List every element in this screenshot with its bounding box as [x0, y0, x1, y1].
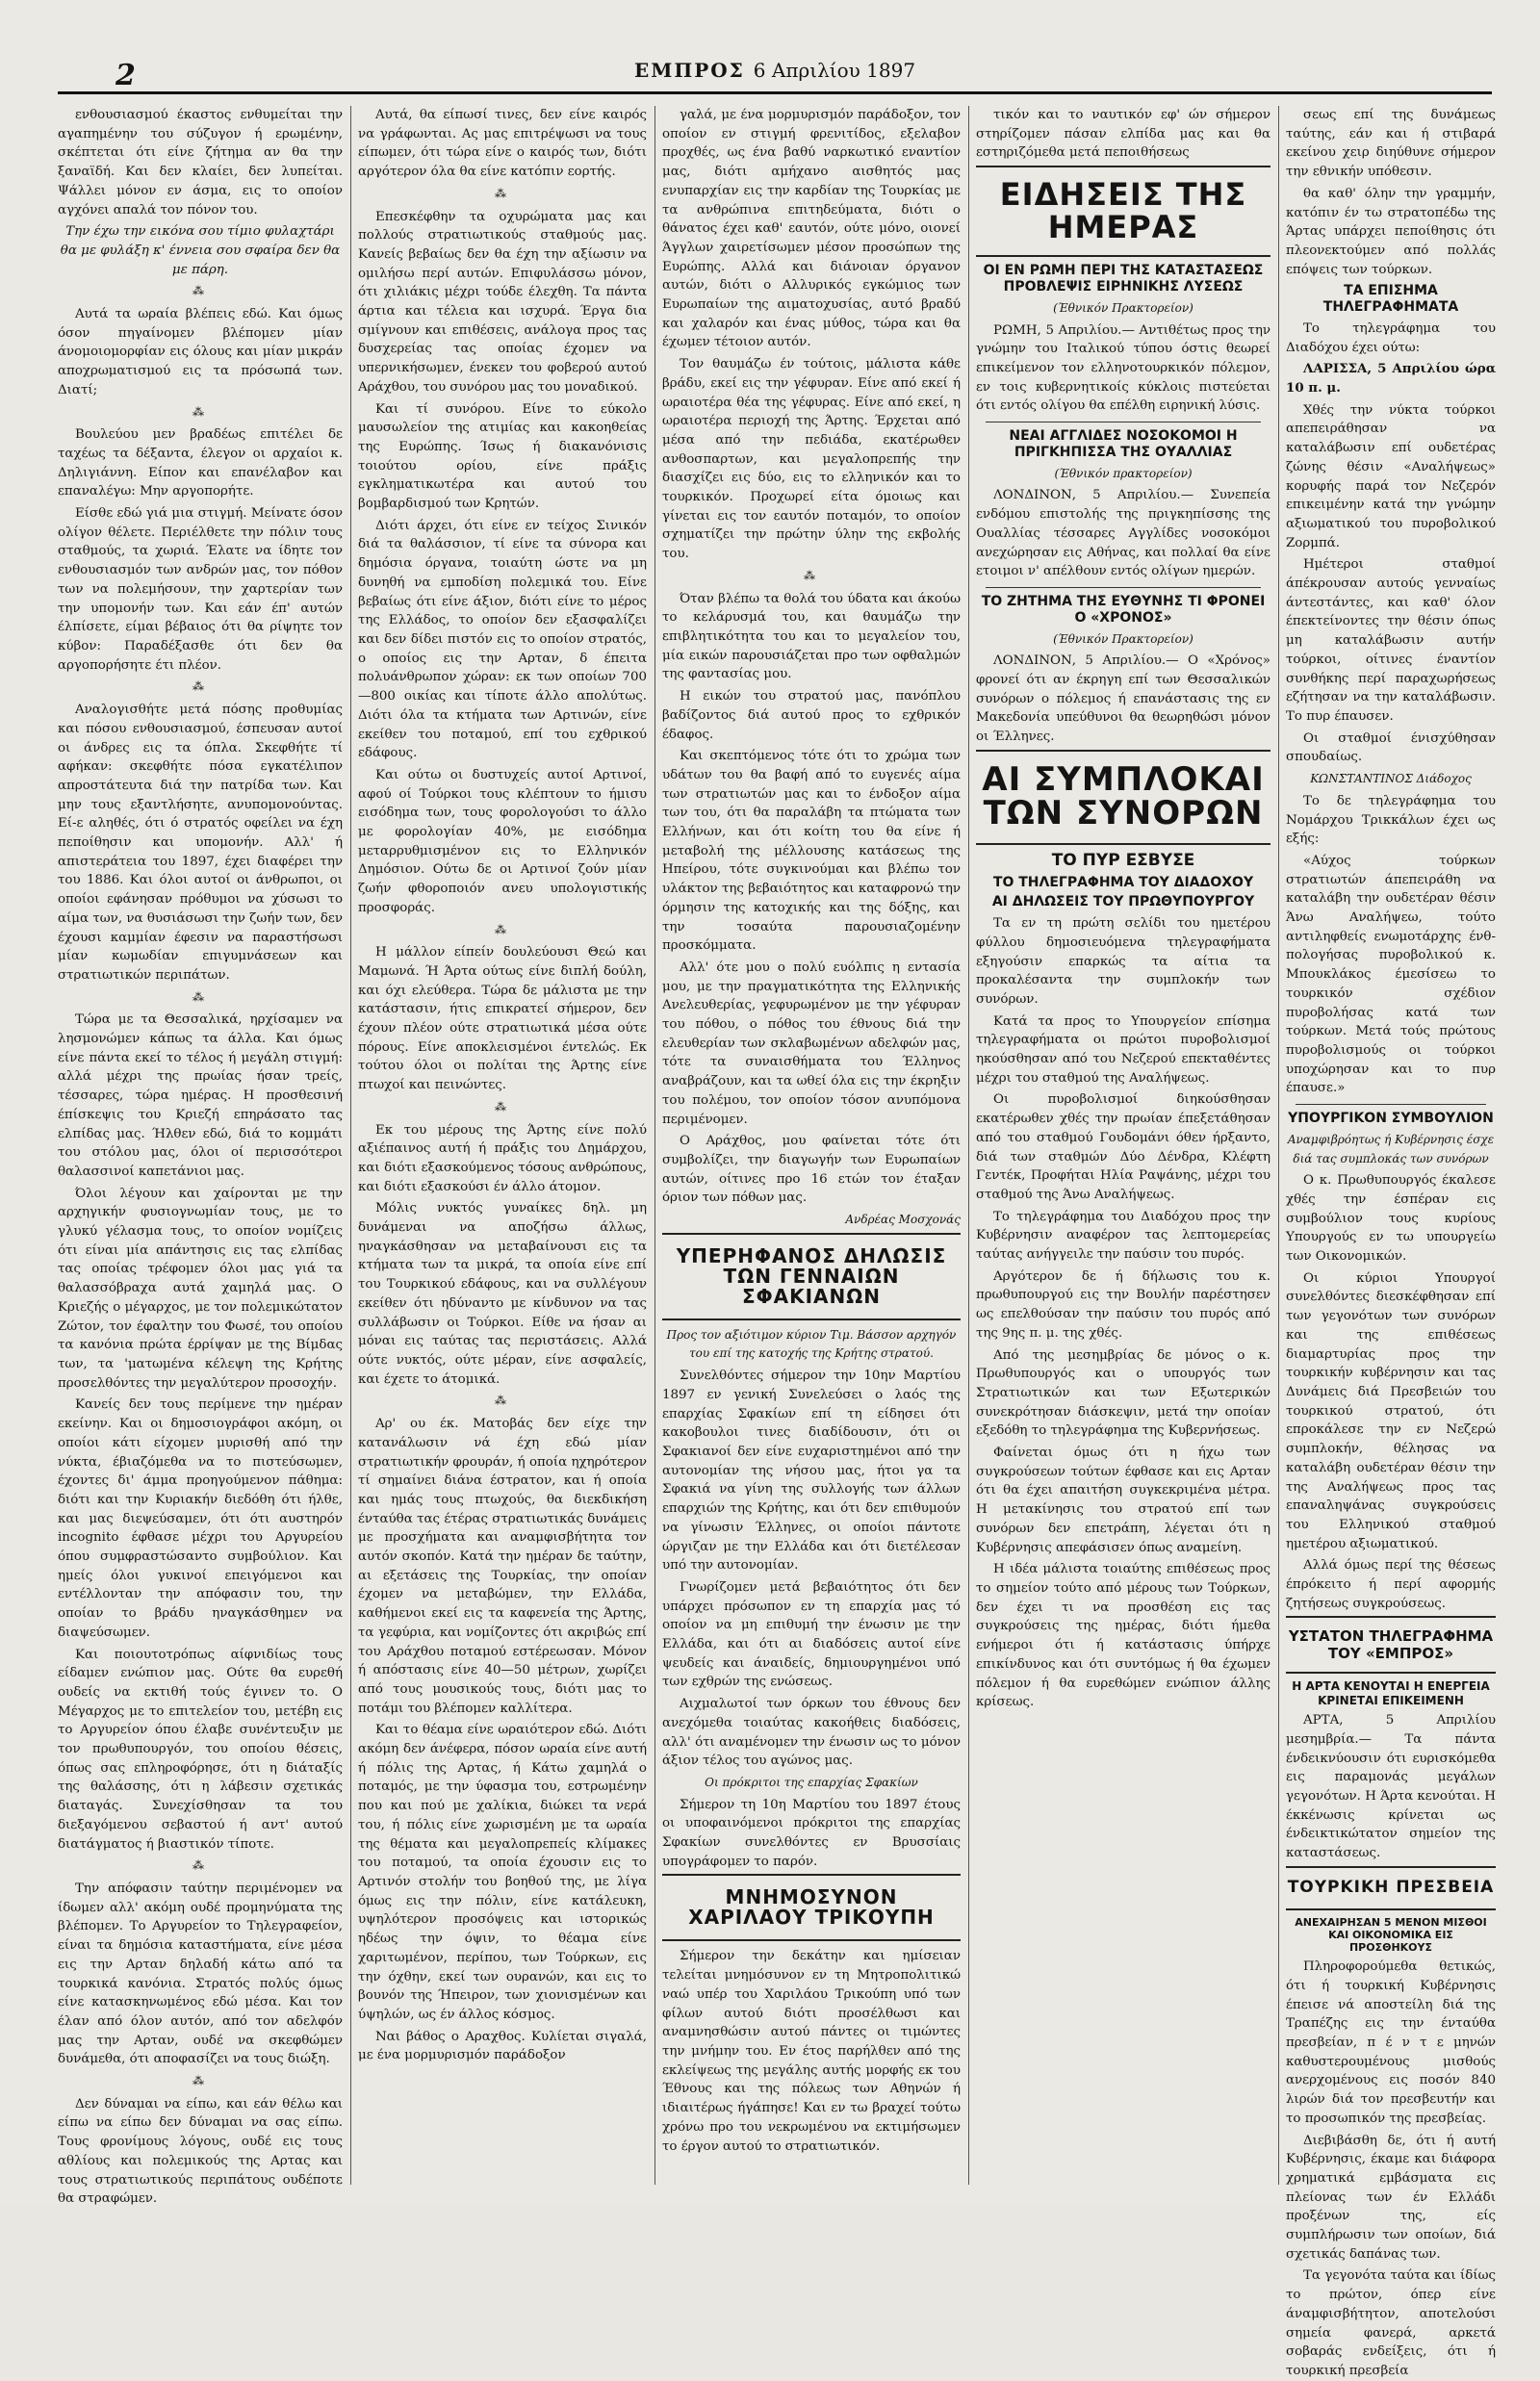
paragraph: Ο Αράχθος, μου φαίνεται τότε ότι συμβολίζει, την διαγωγήν των Ευρωπαίων αυτών, οίτινες προ 16 ετών τον έταξαν όριον των πόθων μας.: [662, 1134, 961, 1206]
paragraph: γαλά, με ένα μορμυρισμόν παράδοξον, τον οποίον εν στιγμή φρενιτίδος, εξελαβον προχθές, ως ένα βαθύ ναρκωτικό εναντίον μας, διότι αμήχανο αισθητός μας ενυπαρχίαν εις την καρδίαν της Τουρκίας με τα ανθρώπινα επιτηδεύματα, διότι ο θάνατος έχει καθ' εαυτόν, ούτε μόνο, οιονεί Άγγλων χαιρετίσωμεν μέσον προσώπων της Ευρώπης. Αλλά και διάνοιαν όργανον αυτών, διότι ο Αλλυρικός εγκώμιος των Ευρωπαίων της αιματοχυσίας, αυτό βραδύ και χαλαρόν και ένας μύθος, τώρα και θα έχωμεν τέτοιον αυτόν.: [662, 108, 961, 350]
paragraph: Αιχμαλωτοί των όρκων του έθνους δεν ανεχόμεθα τοιαύτας κακοήθεις διαδόσεις, αλλ' ότι αναμένομεν την ένωσιν ως το μόνον άξιον τέλος του αγώνος μας.: [662, 1697, 961, 1769]
article-headline: ΜΝΗΜΟΣΥΝΟΝ ΧΑΡΙΛΑΟΥ ΤΡΙΚΟΥΠΗ: [688, 1885, 935, 1930]
paragraph: Αυτά τα ωραία βλέπεις εδώ. Και όμως όσον πηγαίνομεν βλέπομεν μίαν άνομοιομορφίαν εις όλους και μίαν μικράν αποχρωματισμού εις τα πρόσωπά των. Διατί;: [58, 307, 343, 397]
paragraph: ΛΟΝΔΙΝΟΝ, 5 Απριλίου.— Συνεπεία ενδόμου επιστολής της πριγκηπίσσης της Ουαλλίας τέσσαρες Αγγλίδες νοσοκόμοι ανεχώρησαν εις Αθήνας, και πολλαί θα είνε ετοιμοι ν' απέλθουν εντός ολίγων ημερών.: [976, 488, 1270, 579]
article-subhead: ΤΑ ΕΠΙΣΗΜΑ ΤΗΛΕΓΡΑΦΗΜΑΤΑ: [1322, 283, 1459, 316]
separator-stars: ⁂: [495, 922, 510, 936]
paragraph: ΛΟΝΔΙΝΟΝ, 5 Απριλίου.— Ο «Χρόνος» φρονεί ότι αν έκρηγη επί των Θεσσαλικών συνόρων ο πόλεμος ή επανάστασις της εν Μακεδονία υπεύθυνοι θα θεωρηθώσι μόνον οι Έλληνες.: [976, 653, 1270, 745]
column-4: [976, 106, 1270, 2185]
paragraph: Αναλογισθήτε μετά πόσης προθυμίας και πόσου ενθουσιασμού, έσπευσαν αυτοί οι άνδρες εις τα όπλα. Σκεφθήτε τί αφήκαν: σκεφθήτε πόσα εγκατέλιπον απροστάτευτα διά την πατρίδα των. Και μην τους εξαντλήσητε, ανυπομονούντας. Εί-ε αληθές, ότι ό στρατός οφείλει να έχη πεποίθησιν και υπομονήν. Αλλ' ή απιστεράτεια του 1897, έχει διαφέρει την του 1886. Και όλοι αυτοί οι άνθρωποι, οι οποίοι εφάνησαν πρόθυμοι να χύσωσι το αίμα των, να θυσιάσωσι την ζωήν των, δεν έχουσι καμμίαν έφεσιν να παραστήσωσι μίαν κωμωδίαν επιγυμνάσεων και στρατιωτικών περιπάτων.: [58, 703, 343, 983]
paragraph: Οι πυροβολισμοί διηκούσθησαν εκατέρωθεν χθές την πρωίαν έπεξετάθησαν από του σταθμού Γουδομάνι όθεν ήρξαντο, διά των σταθμών Δύο Δένδρα, Κλέφτη Γεντέκ, Προφήται Ηλία Ραψάνης, μέχρι του σταθμού της Άνω Αναλήψεως.: [976, 1092, 1270, 1202]
paragraph: Την απόφασιν ταύτην περιμένομεν να ίδωμεν αλλ' ακόμη ουδέ προμηνύματα της βλέπομεν. Το Αργυρείον το Τηλεγραφείον, είναι τα δημόσια καταστήματα, είνε μέσα εις την Αρταν δηλαδή κάτω από τα τουρκικά κανόνια. Στρατός πολύς όμως είνε κατασκηνωμένος εδώ μέσα. Και τον έλαν από όλον αυτόν, από τον αδελφόν μας την Αρταν, ουδέ να σκεφθώμεν δυνάμεθα, ότι αποφασίζει να τους διώξη.: [58, 1881, 343, 2067]
separator-stars: ⁂: [192, 1858, 208, 1873]
dateline: ΛΑΡΙΣΣΑ, 5 Απριλίου ώρα 10 π. μ.: [1286, 361, 1496, 397]
column-1: [58, 106, 343, 2207]
paragraph: Είσθε εδώ γιά μια στιγμή. Μείνατε όσον ολίγον θέλετε. Περιέλθετε την πόλιν τους σταθμούς, τα χωριά. Έλατε να ίδητε τον ενθουσιασμόν των ανδρών μας, τον πόθον των να πολεμήσουν, την χαρτερίαν των την υπομονήν των. Και εάν έπ' αυτών έλπίσετε, είμαι βέβαιος ότι θα ρίψητε τον κύβον: Παραδέξασθε ότι δεν θα αργοπορήσητε έτι πλέον.: [58, 506, 343, 673]
paragraph: Οι κύριοι Υπουργοί συνελθόντες διεσκέφθησαν επί των γεγονότων των συνόρων και της επιθέσεως διαμαρτυρίας προς την τουρκικήν κυβέρνησιν και τας Δυνάμεις διά Πρεσβειών του τουρκικού στρατού, ότι επροκάλεσε την εν Νεζερώ συμπλοκήν, θέλησας να καταλάβη ουδετέραν θέσιν την της Αναλήψεως προς τας επαναληψάνας συγκρούσεις του Ελληνικού σταθμού ημετέρου αξιωματικού.: [1286, 1270, 1496, 1551]
article-address: Προς τον αξιότιμον κύριον Τιμ. Βάσσον αρχηγόν του επί της κατοχής της Κρήτης στρατού.: [666, 1327, 957, 1361]
article-subhead: ΤΟ ΠΥΡ ΕΣΒΥΣΕ: [1051, 851, 1195, 871]
article-subhead: ΤΟ ΖΗΤΗΜΑ ΤΗΣ ΕΥΘΥΝΗΣ ΤΙ ΦΡΟΝΕΙ Ο «ΧΡΟΝΟΣ»: [981, 593, 1266, 626]
paragraph: Διεβιβάσθη δε, ότι ή αυτή Κυβέρνησις, έκαμε και διάφορα χρηματικά εμβάσματα εις πλείονας των έν Ελλάδι προξένων της, είς συμπλήρωσιν των οποίων, διά σχετικάς δαπάνας των.: [1286, 2133, 1496, 2262]
paragraph: Τα γεγονότα ταύτα και ίδίως το πρώτον, όπερ είνε άναμφισβήτητον, αποτελούσι σημεία φανερά, αρκετά σοβαράς ενδείξεις, ότι ή τουρκική πρεσβεία: [1286, 2268, 1496, 2378]
paragraph: Φαίνεται όμως ότι η ήχω των συγκρούσεων τούτων έφθασε και εις Αρταν ότι θα έχει απαιτήση συγκεκριμένα μέτρα. Η μετακίνησις του στρατού επί των συνόρων δεν επετράπη, λέγεται ότι η Κυβέρνησις απεφάσισεν όπως αναμείνη.: [976, 1446, 1270, 1555]
paragraph: Και τί συνόρου. Είνε το εύκολο μαυσωλείον της ατιμίας και κακοηθείας της Ευρώπης. Ίσως ή διακανόνισις τοιούτου ορίου, είνε πράξις εγκληματικωτέρα και αυτού του βομβαρδισμού των Κρητών.: [358, 401, 647, 512]
paragraph: ΡΩΜΗ, 5 Απριλίου.— Αντιθέτως προς την γνώμην του Ιταλικού τύπου όστις θεωρεί επικείμενον τον ελληνοτουρκικόν πόλεμον, εν τοις κυβερνητικοίς κύκλοις πιστεύεται ότι εντός ολίγου θα επέλθη ειρηνική λύσις.: [976, 322, 1270, 414]
paragraph: Το τηλεγράφημα του Διαδόχου προς την Κυβέρνησιν αναφέρον τας λεπτομερείας ταύτας ανήγγειλε την παύσιν του πυρός.: [976, 1209, 1270, 1263]
paragraph: Αλλά όμως περί της θέσεως έπρόκειτο ή περί αφορμής ζητήσεως συγκρούσεως.: [1286, 1558, 1496, 1611]
paragraph: Χθές την νύκτα τούρκοι απεπειράθησαν να καταλάβωσιν επί ουδετέρας ζώνης θέσιν «Αναλήψεως» κορυφής παρά τον Νεζερόν επικειμένην κατά την γνώμην αξιωματικού του πυροβολικού Ζορμπά.: [1286, 402, 1496, 550]
paragraph: Συνελθόντες σήμερον την 10ην Μαρτίου 1897 εν γενική Συνελεύσει ο λαός της επαρχίας Σφακίων επί τη είδησει ότι κακοβουλοι τινες διαδίδουσιν, ότι οι Σφακιανοί δεν είνε ευχαριστημένοι από την αυτονομίαν της νήσου μας, ήτοι γα τα Σφακιά να γίνη της συλλογής των άλλων επαρχιών της Κρήτης, και ότι δεν επιθυμούν να γίνωσιν Έλληνες, οι οποίοι πάντοτε ώργιζαν με την Ελλάδα και ότι διετέλεσαν υπό την αυτονομίαν.: [662, 1369, 961, 1574]
divider: [986, 587, 1261, 588]
paragraph: Δεν δύναμαι να είπω, και εάν θέλω και είπω να είπω δεν δύναμαι να σας είπω. Τους φρονίμους λόγους, ουδέ εις τους αθλίους και πολεμικούς της Αρτας και τους στρατιωτικούς περιπάτους ουδέποτε θα στραφώμεν.: [58, 2096, 343, 2207]
paragraph: Πληροφορούμεθα θετικώς, ότι ή τουρκική Κυβέρνησις έπεισε νά αποστείλη διά της Τραπέζης εις την ένταύθα πρεσβείαν, π έ ν τ ε μηνών καθυστερουμένους μισθούς ανερχομένους εις ποσόν 840 λιρών διά τον πρεσβευτήν και το προσωπικόν της πρεσβείας.: [1286, 1959, 1496, 2126]
paragraph: Η μάλλον είπείν δουλεύουσι Θεώ και Μαμωνά. Ή Άρτα ούτως είνε διπλή δούλη, και όχι ελεύθερα. Τώρα δε μάλιστα με την κατάστασιν, ήτις επικρατεί σήμερον, δεν έχουν πλέον ούτε στρατιωτικά μέσα ούτε πόρους. Είνε αποκλεισμένοι έντελώς. Εκ τούτου όλοι οι πολίται της Άρτης είνε πτωχοί και πεινώντες.: [358, 945, 647, 1093]
news-source: (Έθνικόν Πρακτορείον): [1053, 300, 1194, 315]
article-headline: ΤΟΥΡΚΙΚΗ ΠΡΕΣΒΕΙΑ: [1287, 1877, 1495, 1897]
separator-stars: ⁂: [192, 679, 208, 694]
paragraph: θα καθ' όλην την γραμμήν, κατόπιν έν τω στρατοπέδω της Άρτας υπάρχει πεποίθησις ότι πλεονεκτούμεν από πολλάς επόψεις των τούρκων.: [1286, 186, 1496, 277]
paragraph: Διότι άρχει, ότι είνε εν τείχος Σινικόν διά τα θαλάσσιον, τί είνε τα σύνορα και δημόσια όργανα, τοιαύτη ώστε να μη δυνηθή να εμποδίση πολεμικά του. Είνε βεβαίως ότι είνε άξιον, διότι είνε το μέρος της Ελλάδος, το οποίον δεν εξασφαλίζει και δεν δίδει πιστόν εις το οποίον στρατός, ο οποίος εις την Αρταν, δ έπειτα πολυάνθρωπον χώραν: εκ των οποίων 700—800 οικίας και τίποτε άλλο απολύτως. Διότι όλα τα κτήματα των Αρτινών, είνε εκείθεν του ποταμού, επί του εχθρικού εδάφους.: [358, 518, 647, 761]
issue-date: 6 Απριλίου 1897: [753, 59, 916, 82]
paragraph: Οι σταθμοί ένισχύθησαν σπουδαίως.: [1286, 730, 1496, 765]
page-number: 2: [116, 59, 136, 92]
article-signature: ΚΩΝΣΤΑΝΤΙΝΟΣ Διάδοχος: [1310, 772, 1472, 786]
paragraph: Γνωρίζομεν μετά βεβαιότητος ότι δεν υπάρχει πρόσωπον εν τη επαρχία μας τό οποίον να μη επιθυμή την ένωσιν με την Ελλάδα, και ότι αι διαδόσεις αυτοί είνε ψευδείς και άναιδείς, δημιουργημένοι υπό των εχθρών της ενώσεως.: [662, 1579, 961, 1690]
paragraph: Σήμερον την δεκάτην και ημίσειαν τελείται μνημόσυνον εν τη Μητροπολιτικώ ναώ υπέρ του Χαριλάου Τρικούπη υπό των φίλων αυτού διότι προσέλθωσι και αναμνησθώσιν αυτού πάντες οι τιμώντες την μνήμην του. Εν έτος παρήλθεν από της εκλείψεως της μεγάλης αυτής μορφής εκ του Έθνους και της πόλεως των Αθηνών ή ιδιαιτέρως ήγάπησε! Και εν τω βραχεί τούτω χρόνω προ του νεκρωμένου να εκτιμήσωμεν το έργον αυτού το στρατιωτικόν.: [662, 1949, 961, 2154]
paragraph: Και ποιουτοτρόπως αίφνιδίως τους είδαμεν ενώπιον μας. Ούτε θα ευρεθή ουδείς να εκτιθή τούς έγινεν το. Ο Μέγαρχος με το επιτελείον του, μετέβη εις το Αργυρείον όπου έλαβε συνέντευξιν με τον πρωθυπουργόν, του οποίου θέσεις, όπως σας επληροφόρησε, ότι η διάταξίς της θαλάσσης, ότι η λάβεσιν σχετικάς διαταγάς. Συνεχίσθησαν τα του διεξαγόμενου σεβαστού ή αντ' αυτού διατάγματος ή βιαστικόν τίποτε.: [58, 1647, 343, 1852]
headline-banner: [1286, 1616, 1496, 1674]
section-headline: ΑΙ ΣΥΜΠΛΟΚΑΙ ΤΩΝ ΣΥΝΟΡΩΝ: [982, 759, 1265, 833]
separator-stars: ⁂: [192, 989, 208, 1004]
column-2: [358, 106, 647, 2185]
article-subhead: ΟΙ ΕΝ ΡΩΜΗ ΠΕΡΙ ΤΗΣ ΚΑΤΑΣΤΑΣΕΩΣ ΠΡΟΒΛΕΨΙΣ ΕΙΡΗΝΙΚΗΣ ΛΥΣΕΩΣ: [983, 263, 1264, 295]
separator-stars: ⁂: [192, 2074, 208, 2088]
article-deck: Αναμφιβρόητως ή Κυβέρνησις έσχε διά τας συμπλοκάς των συνόρων: [1287, 1132, 1495, 1165]
column-rule: [968, 106, 969, 2185]
paragraph: σεως επί της δυνάμεως ταύτης, εάν και ή στιβαρά εκείνου χειρ διηύθυνε σήμερον την εθνικήν υπόθεσιν.: [1286, 108, 1496, 180]
paragraph: Αλλ' ότε μου ο πολύ ευόλπις η εντασία μου, με την πραγματικότητα της Ελληνικής Ανελευθερίας, γεφυρωμένον με την γέφυραν του πόθου, ο πόθος του έθνους διά την ελευθερίαν των σκλαβωμένων αδελφών μας, τότε τα συναισθήματα του Έλληνος αναβράζουν, και τα ωθεί όλα εις την έκρηξιν του πολέμου, τον οποίον τόσον ανυπόμονα περιμένομεν.: [662, 960, 961, 1127]
article-subhead: ΑΙ ΔΗΛΩΣΕΙΣ ΤΟΥ ΠΡΩΘΥΠΟΥΡΓΟΥ: [991, 894, 1255, 910]
article-headline: ΥΠΕΡΗΦΑΝΟΣ ΔΗΛΩΣΙΣ ΤΩΝ ΓΕΝΝΑΙΩΝ ΣΦΑΚΙΑΝΩΝ: [676, 1243, 947, 1308]
column-5: [1286, 106, 1496, 2378]
paragraph: ΑΡΤΑ, 5 Απριλίου μεσημβρία.— Τα πάντα ένδεικνύουσιν ότι ευρισκόμεθα εις παραμονάς μεγάλων γεγονότων. Η Άρτα κενούται. Η έκκένωσις κρίνεται ως ένδεικτικώτατον σημείον της καταστάσεως.: [1286, 1713, 1496, 1861]
paragraph: Αυτά, θα είπωσί τινες, δεν είνε καιρός να γράφωνται. Ας μας επιτρέψωσι να τους είπωμεν, ότι τώρα είνε ο καιρός των, διότι αργότερον όλα θα είνε κατόπιν εορτής.: [358, 108, 647, 180]
masthead: [58, 59, 1492, 82]
paragraph: Εκ του μέρους της Άρτης είνε πολύ αξιέπαινος αυτή ή πράξις του Δημάρχου, και διότι εξασκούμενος τόσους ανθρώπους, και διότι εξασκούσι έν άλλο άτομον.: [358, 1122, 647, 1194]
paragraph: Όλοι λέγουν και χαίρονται με την αρχηγικήν φυσιογνωμίαν τους, με το γλυκύ γέλασμα τους, το οποίον νομίζεις ότι είναι μία απάντησις εις τας ελπίδας τας οποίας τρέφομεν όλοι μας γιά τα θαλασσόβραχα αυτά χαμηλά μας. Ο Κριεζής ο μέγαρχος, με τον πολεμικώτατον Ζώτον, τον έφαλτην του Φωσέ, του οποίου τα κανόνια πρώτα έρρίψαν με της Βίμδας των, τα 'ματωμένα κέλεψη της Κρήτης προσελθόντες την μεγαλύτερον προσοχήν.: [58, 1186, 343, 1391]
paragraph: Όταν βλέπω τα θολά του ύδατα και άκούω το κελάρυσμά του, και θαυμάζω την επιβλητικότητα του και το μεγαλείον του, μία εικών παρουσιάζεται προ των οφθαλμών της φαντασίας μου.: [662, 591, 961, 682]
headline-banner: [662, 1874, 961, 1941]
paragraph: Βουλεύου μεν βραδέως επιτέλει δε ταχέως τα δέξαντα, έλεγον οι αρχαίοι κ. Δηλιγιάννη. Είπον και επανέλαβον και επαναλέγω: Μην αργοπορήτε.: [58, 427, 343, 499]
headline-banner: [1286, 1866, 1496, 1910]
paragraph: Και σκεπτόμενος τότε ότι το χρώμα των υδάτων του θα βαφή από το ευγενές αίμα των στρατιωτών μας και το ένδοξον αίμα των του, ότι θα παραλάβη τα πτώματα των Ελλήνων, και ότι κοίτη του θα είνε ή μεταβολή της μέλλουσης κατάσεως της Ηπείρου, τότε συγκινούμαι και βλέπω τον υλάκτον της βεβαιότητος και καταφρονώ την όρμησιν της κατοχικής και της δόξης, και την τοσαύτα παρουσιαζομένην προσκόμματα.: [662, 749, 961, 954]
paragraph: Και ούτω οι δυστυχείς αυτοί Αρτινοί, αφού οί Τούρκοι τους κλέπτουν το ήμισυ εισόδημα των, τους φορολογούσι το άλλο με φορολογίαν 40%, με εισόδημα μεταρρυθμισμένον εις το Ελληνικόν Δημόσιον. Ούτω δε οι Αρτινοί ζούν μίαν ζωήν φθοροποιόν ανευ υπολογιστικής προσφοράς.: [358, 767, 647, 915]
column-rule: [654, 106, 655, 2185]
paragraph: τικόν και το ναυτικόν εφ' ών σήμερον στηρίζομεν πάσαν ελπίδα μας και θα εστηριζόμεθα μετά πεποιθήσεως: [976, 108, 1270, 161]
news-source: (Έθνικόν πρακτορείον): [1054, 466, 1193, 480]
headline-banner: [662, 1233, 961, 1320]
headline-banner: [976, 166, 1270, 257]
article-subhead: Η ΑΡΤΑ ΚΕΝΟΥΤΑΙ Η ΕΝΕΡΓΕΙΑ ΚΡΙΝΕΤΑΙ ΕΠΙΚΕΙΜΕΝΗ: [1292, 1679, 1490, 1707]
paragraph: Κανείς δεν τους περίμενε την ημέραν εκείνην. Και οι δημοσιογράφοι ακόμη, οι οποίοι κάτι είχομεν μυρισθή από την νύκτα, έβιαζόμεθα να το πιστεύσωμεν, έχοντες δι' άμμα προηγούμενον πάθημα: διότι και την Κυριακήν διεδόθη ότι ήλθε, και μας διεψεύσαμεν, ότι ότι αυστηρόν incognito έφθασε μέχρι του Αργυρείου όπου συμφραστώσαντο συμβούλιον. Και ημείς όλοι γυκινοί επειγόμενοι και εντέλλονταν την απόφασιν του, την οποίαν το βράδυ ηναγκάσθημεν να διαψεύσωμεν.: [58, 1397, 343, 1640]
section-headline: ΕΙΔΗΣΕΙΣ ΤΗΣ ΗΜΕΡΑΣ: [999, 176, 1247, 245]
separator-stars: ⁂: [192, 284, 208, 298]
article-headline: ΥΣΤΑΤΟΝ ΤΗΛΕΓΡΑΦΗΜΑ ΤΟΥ «ΕΜΠΡΟΣ»: [1288, 1627, 1494, 1663]
paragraph: Η ιδέα μάλιστα τοιαύτης επιθέσεως προς το σημείον τούτο από μέρους των Τούρκων, δεν έχει τι να προσθέση εις τας συγκρούσεις της ημέρας, διότι ήμεθα ενήμεροι ότι ή κατάστασις ύπήρχε επικίνδυνος και ότι συντόμως ή θα έχωμεν πόλεμον ή θα ευρεθώμεν ενώπιον άλλης κρίσεως.: [976, 1562, 1270, 1710]
separator-stars: ⁂: [495, 1394, 510, 1408]
article-signature: Οι πρόκριτοι της επαρχίας Σφακίων: [705, 1775, 918, 1789]
article-signature: Ανδρέας Μοσχονάς: [845, 1213, 961, 1227]
separator-stars: ⁂: [495, 186, 510, 200]
column-rule: [1278, 106, 1279, 2185]
paragraph: Η εικών του στρατού μας, πανόπλου βαδίζοντος διά αυτού προς το εχθρικόν έδαφος.: [662, 689, 961, 742]
paragraph: Το τηλεγράφημα του Διαδόχου έχει ούτω:: [1286, 320, 1496, 355]
paragraph: «Αύχος τούρκων στρατιωτών άπεπειράθη να καταλάβη την ουδετέραν θέσιν Άνω Αναλήψεω, τούτο αντιληφθείς ενωμοτάρχης ένθ-πολογήσας πυροβολικού κ. Μπουκλάκος έμεσίσεω το τουρκικόν σχέδιον πυροβολήσας κατά των τούρκων. Μετά τούς πρώτους πυροβολισμούς οι τούρκοι υποχώρησαν και το πυρ έπαυσε.»: [1286, 853, 1496, 1096]
paragraph: Σήμερον τη 10η Μαρτίου του 1897 έτους οι υποφαινόμενοι πρόκριτοι της επαρχίας Σφακίων συνελθόντες εν Βρυσσίαις υπογράφομεν το παρόν.: [662, 1797, 961, 1869]
column-3: [662, 106, 961, 2185]
masthead-title: ΕΜΠΡΟΣ: [633, 59, 745, 82]
column-rule: [350, 106, 351, 2185]
paragraph: Ο κ. Πρωθυπουργός έκαλεσε χθές την έσπέραν εις συμβούλιον τους κυρίους Υπουργούς εν τω υπουργείω των Οικονομικών.: [1286, 1173, 1496, 1265]
paragraph: Κατά τα προς το Υπουργείον επίσημα τηλεγραφήματα οι πρώτοι πυροβολισμοί ηκούσθησαν από του Νεζερού επεκταθέντες μέχρι του σταθμού της Αναλήψεως.: [976, 1013, 1270, 1086]
paragraph: Το δε τηλεγράφημα του Νομάρχου Τρικκάλων έχει ως εξής:: [1286, 793, 1496, 847]
article-subhead: ΥΠΟΥΡΓΙΚΟΝ ΣΥΜΒΟΥΛΙΟΝ: [1288, 1111, 1494, 1127]
paragraph: Αργότερον δε ή δήλωσις του κ. πρωθυπουργού εις την Βουλήν παρέστησεν ως επελθούσαν την παύσιν του πυρός από της 9ης π. μ. της χθές.: [976, 1268, 1270, 1341]
news-source: (Έθνικόν Πρακτορείον): [1053, 631, 1194, 646]
paragraph: Τον θαυμάζω έν τούτοις, μάλιστα κάθε βράδυ, εκεί εις την γέφυραν. Είνε από εκεί ή ωραιοτέρα θέα της γέφυρας. Είνε από εκεί, η ωραιοτέρα περιοχή της Άρτης. Έρχεται από μέσα από την πεδιάδα, εκατέρωθεν ανθοσπαρτων, και μεγαλοπρεπής την διασχίζει εις δύο, εις το ελληνικόν και το τουρκικόν. Προχωρεί είτα όμοιως και γίνεται εις τον εαυτόν ποταμόν, το οποίον σχηματίζει την πρώτην ύλην της εκβολής του.: [662, 357, 961, 562]
paragraph: Τα εν τη πρώτη σελίδι του ημετέρου φύλλου δημοσιευόμενα τηλεγραφήματα εξηγούσιν επαρκώς τα αίτια τα προκαλέσαντα την συμπλοκήν των συνόρων.: [976, 916, 1270, 1007]
page-header: [58, 53, 1492, 94]
divider: [1296, 1104, 1486, 1105]
separator-stars: ⁂: [192, 404, 208, 419]
article-subhead: ΝΕΑΙ ΑΓΓΛΙΔΕΣ ΝΟΣΟΚΟΜΟΙ Η ΠΡΙΓΚΗΠΙΣΣΑ ΤΗΣ ΟΥΑΛΛΙΑΣ: [1009, 428, 1238, 460]
paragraph: Μόλις νυκτός γυναίκες δηλ. μη δυνάμεναι να αποζήσω άλλως, ηναγκάσθησαν να μεταβαίνουσι εις τα κτήματα των τα μικρά, τα οποία είνε επί του Τουρκικού εδάφους, και να συλλέγουν εκείθεν ότι ηδύναντο με κίνδυνον να τας συλλάβωσιν οι Τούρκοι. Είθε να ήσαν αι μόναι εις ταύτας τας περιστάσεις. Αλλά ούτε νυκτός, ούτε μέραν, είνε ασφαλείς, και έχετε το άτομικά.: [358, 1201, 647, 1387]
paragraph: Τώρα με τα Θεσσαλικά, ηρχίσαμεν να λησμονώμεν κάπως τα άλλα. Και όμως είνε πάντα εκεί το τέλος ή μεγάλη στιγμή: αλλά μέχρι της πρωίας ήσαν τρείς, τέσσαρες, τώρα ημέρας. Η προσθεσινή έπίσκεψις του Κριεζή επηράσατο τας ελπίδας μας. Ήλθεν εδώ, διά το κομμάτι του στόλου μας, όλοι οί περισσότεροι θαλασσινοί καπετάνιοι μας.: [58, 1012, 343, 1179]
paragraph: Ημέτεροι σταθμοί άπέκρουσαν αυτούς γενναίως άντεστάντες, και καθ' όλον έπεκτείνοντες την θέσιν όπως μη καταλάβωσιν αυτήν τούρκοι, οίτινες έναντίον συνθήκης περί παραχωρήσεως εζήτησαν να την καταλάβωσιν. Το πυρ έπαυσεν.: [1286, 557, 1496, 724]
paragraph: Αρ' ου έκ. Ματοβάς δεν είχε την κατανάλωσιν νά έχη εδώ μίαν στρατιωτικήν φρουράν, ή οποία ηχηρότερον τί σημαίνει διάνα έστρατον, και ή οποία και ημάς τους πτωχούς, θα διεκδικήση ένταύθα τας έτέρας στρατιωτικάς δυνάμεις με προσχήματα και αναμφισβήτητα τον αυτόν σκοπόν. Κατά την ημέραν δε ταύτην, αι εξετάσεις της Τουρκίας, την οποίαν έχομεν να μεταβώμεν, την Ελλάδα, καθήμενοι εκεί εις τα καφενεία της Άρτης, τα γεφύρια, και νομίζοντες ότι ακριβώς επί του Αράχθου ποταμού εστέρεωσαν. Μόνον ή απόστασις είνε 40—50 μέτρων, χωρίζει από τους μουσικούς τους, διότι μας το ποτάμι του βλέπομεν καλλίτερα.: [358, 1417, 647, 1716]
paragraph: Από της μεσημβρίας δε μόνος ο κ. Πρωθυπουργός και ο υπουργός των Στρατιωτικών και των Εξωτερικών συνεκρότησαν διάσκεψιν, μετά την οποίαν εξεδόθη το τηλεγράφημα της Κυβερνήσεως.: [976, 1347, 1270, 1439]
paragraph: ενθουσιασμού έκαστος ενθυμείται την αγαπημένην του σύζυγον ή ερωμένην, σκέπτεται ότι είνε ζήτημα αν θα την ξαναϊδή. Και δεν κλαίει, δεν λυπείται. Ψάλλει μόνον εν άσμα, εις το οποίον αγχόνει απαλά τον πόνον του.: [58, 108, 343, 218]
poem-verse: Την έχω την εικόνα σου τίμιο φυλαχτάρι θα με φυλάξη κ' έννεια σου σφαίρα δεν θα με πάρη.: [60, 224, 341, 277]
paragraph: Ναι βάθος ο Αραχθος. Κυλίεται σιγαλά, με ένα μορμυρισμόν παράδοξον: [358, 2029, 647, 2063]
paragraph: Επεσκέφθην τα οχυρώματα μας και πολλούς στρατιωτικούς σταθμούς μας. Κανείς βεβαίως δεν θα έχη την αξίωσιν να ομιλήσω περί αυτών. Επιφυλάσσω μόνον, ότι χιλιάκις μέχρι τούδε έλεχθη. Τα πάντα άρτια και τέλεια και ισχυρά. Έργα δια σμίγνουν και επιθέσεις, ανάλογα προς τας δυσχερείας τας οποίας έχομεν να υπερνικήσωμεν, ένεκεν του φοβερού αυτού Αράχθου, του συνόρου μας του μοναδικού.: [358, 209, 647, 395]
article-subhead: ΑΝΕΧΑΙΡΗΣΑΝ 5 ΜΕΝΟΝ ΜΙΣΘΟΙ ΚΑΙ ΟΙΚΟΝΟΜΙΚΑ ΕΙΣ ΠΡΟΣΘΗΚΟΥΣ: [1295, 1915, 1487, 1955]
separator-stars: ⁂: [804, 568, 819, 582]
paragraph: Και το θέαμα είνε ωραιότερον εδώ. Διότι ακόμη δεν άνέφερα, πόσον ωραία είνε αυτή ή πόλις της Αρτας, ή Κάτω χαμηλά ο ποταμός, με την ύφασμα του, εστρωμένην που και πού με χαλίκια, διώκει τα νερά του, ή πόλις είνε χωρισμένη με τα ωραία της θέματα και μεγαλοπρεπείς κλίμακες του ποταμού, τα οποία έχουσιν εις το Αρτινόν στολήν του βοηθού της, με λίγα όμως εις την πόλιν, είνε κατάλευκη, υψηλότερον προσόψεις και ιστορικώς ηδέως την όψιν, το θέαμα είνε χαριτωμένον, περίπου, των Τούρκων, εις την όχθην, εκεί των ουρανών, και εις το βουνόν της Ήπειρον, των χιονισμένων και ύψηλών, ως έν άλλος κόσμος.: [358, 1723, 647, 2022]
article-subhead: ΤΟ ΤΗΛΕΓΡΑΦΗΜΑ ΤΟΥ ΔΙΑΔΟΧΟΥ: [992, 874, 1254, 890]
headline-banner: [976, 750, 1270, 845]
separator-stars: ⁂: [495, 1099, 510, 1114]
